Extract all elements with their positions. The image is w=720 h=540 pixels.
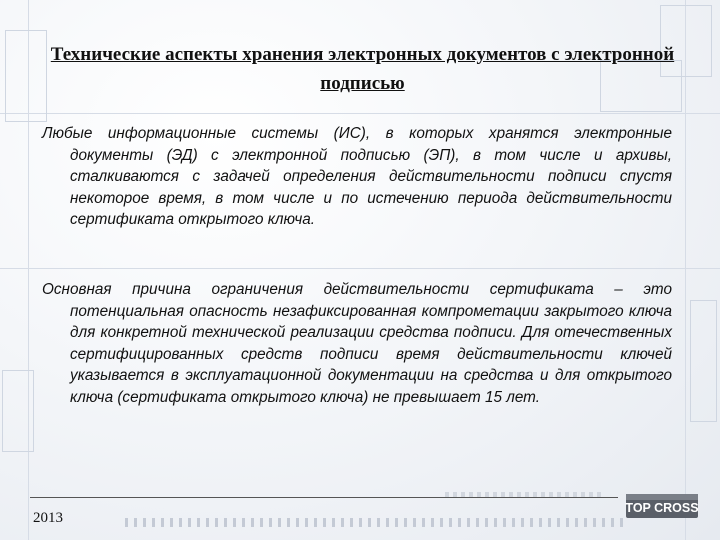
decor-line [685,0,686,540]
footer-year: 2013 [33,510,63,526]
decor-box [690,300,717,422]
body-paragraph: Любые информационные системы (ИС), в которых хранятся электронные документы (ЭД) с электронной подписью (ЭП), в том числе и архивы, сталкиваются с задачей определения действительности подписи спустя некоторое время, в том числе и по истечению периода действительности сертификата открытого ключа. [42,125,672,228]
slide-title: Технические аспекты хранения электронных документов с электронной подписью [50,44,675,94]
footer-rule [30,497,618,498]
top-cross-logo [622,490,702,522]
logo-highlight [626,494,698,500]
logo-text: TOP CROSS [625,501,699,515]
decor-ticks [125,518,625,527]
decor-line [0,268,720,269]
decor-line [0,113,720,114]
decor-box [2,370,34,452]
body-paragraph: Основная причина ограничения действительности сертификата – это потенциальная опасность незафиксированная компрометации закрытого ключа для конкретной технической реализации средства подписи. Для отечественных сертифицированных средств подписи время действительности ключей указывается в эксплуатационной документации на средства и для открытого ключа (сертификата открытого ключа) не превышает 15 лет. [42,281,672,406]
